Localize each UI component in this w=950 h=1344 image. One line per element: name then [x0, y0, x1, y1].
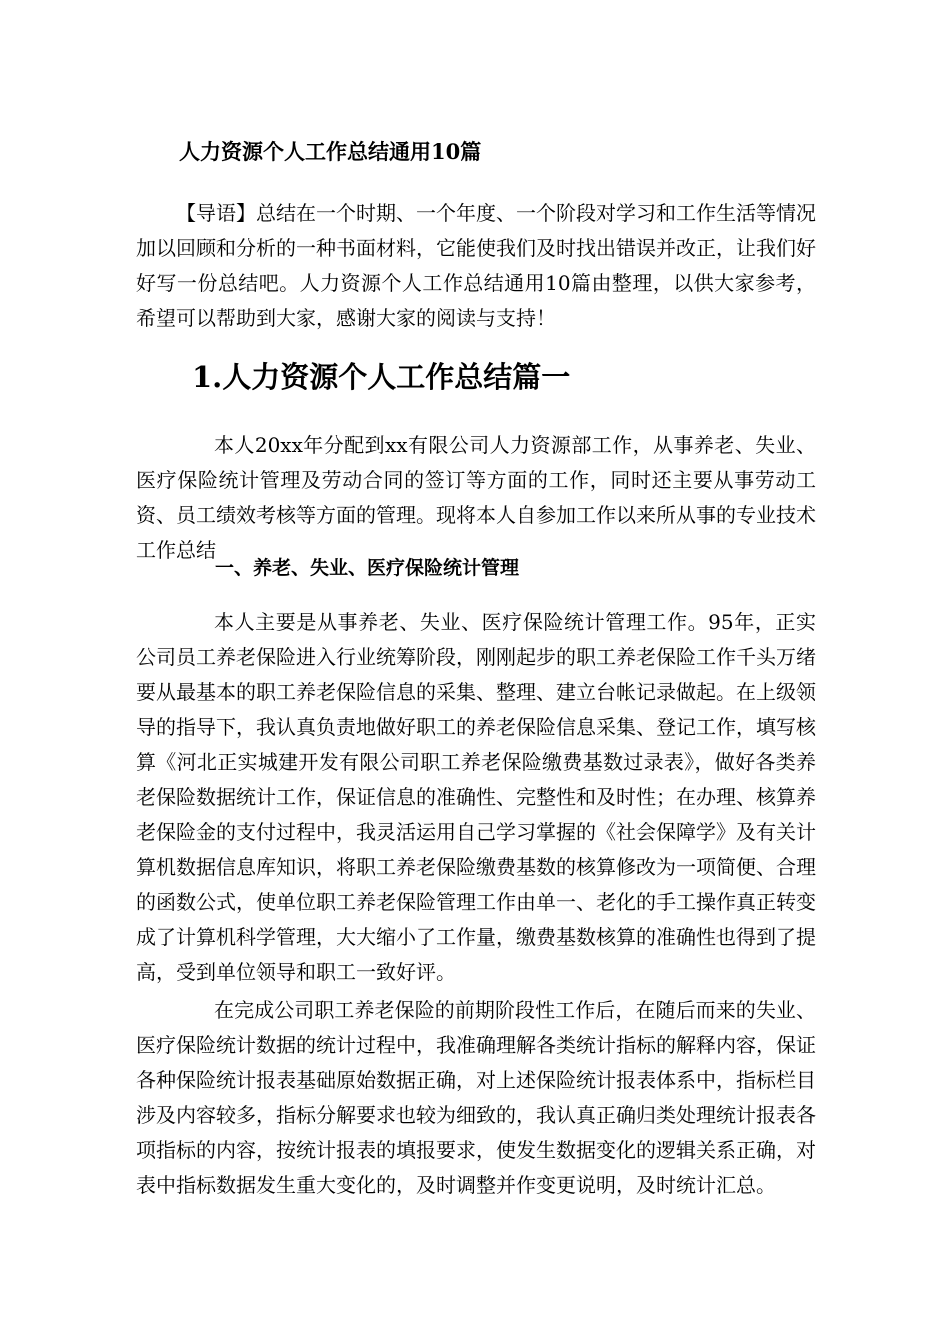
intro-paragraph: 【导语】总结在一个时期、一个年度、一个阶段对学习和工作生活等情况加以回顾和分析的一种书面材料，它能使我们及时找出错误并改正，让我们好好写一份总结吧。人力资源个人工作总结通用10篇由整理，以供大家参考，希望可以帮助到大家，感谢大家的阅读与支持！: [136, 201, 816, 330]
body-paragraph-3: 在完成公司职工养老保险的前期阶段性工作后，在随后而来的失业、医疗保险统计数据的统计过程中，我准确理解各类统计指标的解释内容，保证各种保险统计报表基础原始数据正确，对上述保险统计报表体系中，指标栏目涉及内容较多，指标分解要求也较为细致的，我认真正确归类处理统计报表各项指标的内容，按统计报表的填报要求，使发生数据变化的逻辑关系正确，对表中指标数据发生重大变化的，及时调整并作变更说明，及时统计汇总。: [136, 998, 816, 1197]
document-title: 人力资源个人工作总结通用10篇: [179, 139, 482, 164]
subheading-1: 一、养老、失业、医疗保险统计管理: [215, 557, 520, 579]
body-paragraph-2: 本人主要是从事养老、失业、医疗保险统计管理工作。95年，正实公司员工养老保险进入行业统筹阶段，刚刚起步的职工养老保险工作千头万绪要从最基本的职工养老保险信息的采集、整理、建立台帐记录做起。在上级领导的指导下，我认真负责地做好职工的养老保险信息采集、登记工作，填写核算《河北正实城建开发有限公司职工养老保险缴费基数过录表》，做好各类养老保险数据统计工作，保证信息的准确性、完整性和及时性；在办理、核算养老保险金的支付过程中，我灵活运用自己学习掌握的《社会保障学》及有关计算机数据信息库知识，将职工养老保险缴费基数的核算修改为一项简便、合理的函数公式，使单位职工养老保险管理工作由单一、老化的手工操作真正转变成了计算机科学管理，大大缩小了工作量，缴费基数核算的准确性也得到了提高，受到单位领导和职工一致好评。: [136, 610, 816, 984]
section-heading: 1.人力资源个人工作总结篇一: [192, 360, 571, 394]
body-paragraph-1: 本人20xx年分配到xx有限公司人力资源部工作，从事养老、失业、医疗保险统计管理及劳动合同的签订等方面的工作，同时还主要从事劳动工资、员工绩效考核等方面的管理。现将本人自参加工作以来所从事的专业技术工作总结: [136, 433, 816, 562]
